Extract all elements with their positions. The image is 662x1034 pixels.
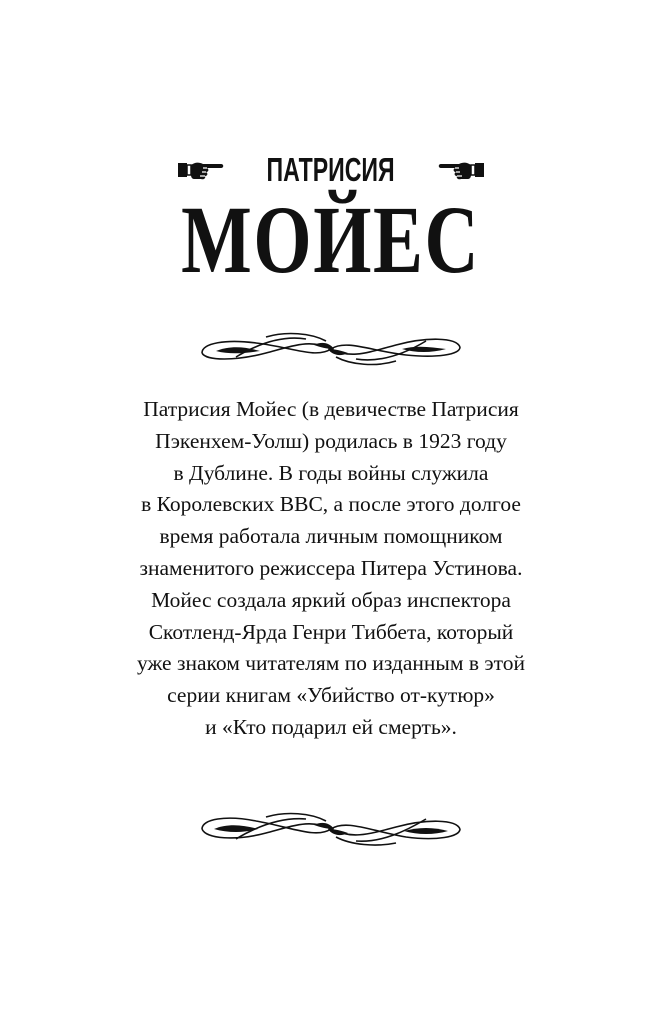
bio-line: знаменитого режиссера Питера Устинова. — [139, 555, 523, 580]
bio-line: серии книгам «Убийство от-кутюр» — [167, 683, 495, 708]
pointing-hand-left-icon — [437, 155, 485, 185]
author-bio — [60, 394, 602, 744]
bio-line: уже знаком читателям по изданным в этой — [137, 651, 525, 676]
author-first-name: ПАТРИСИЯ — [266, 151, 396, 188]
bio-line: в Дублине. В годы войны служила — [173, 460, 489, 485]
bio-line: Патрисия Мойес (в девичестве Патрисия — [143, 397, 519, 421]
bio-line: Пэкенхем-Уолш) родилась в 1923 году — [155, 428, 507, 453]
author-last-name: МОЙЕС — [181, 186, 481, 293]
bio-line: и «Кто подарил ей смерть». — [205, 714, 457, 739]
bio-line: время работала личным помощником — [159, 524, 503, 549]
flourish-ornament-icon — [196, 325, 466, 373]
bio-line: Скотленд-Ярда Генри Тиббета, который — [148, 619, 514, 644]
pointing-hand-right-icon — [177, 155, 225, 185]
bio-line: в Королевских ВВС, а после этого долгое — [141, 492, 521, 517]
first-name-row — [0, 150, 662, 190]
flourish-ornament-icon — [196, 805, 466, 853]
author-header — [0, 150, 662, 293]
bio-line: Мойес создала яркий образ инспектора — [151, 587, 511, 612]
